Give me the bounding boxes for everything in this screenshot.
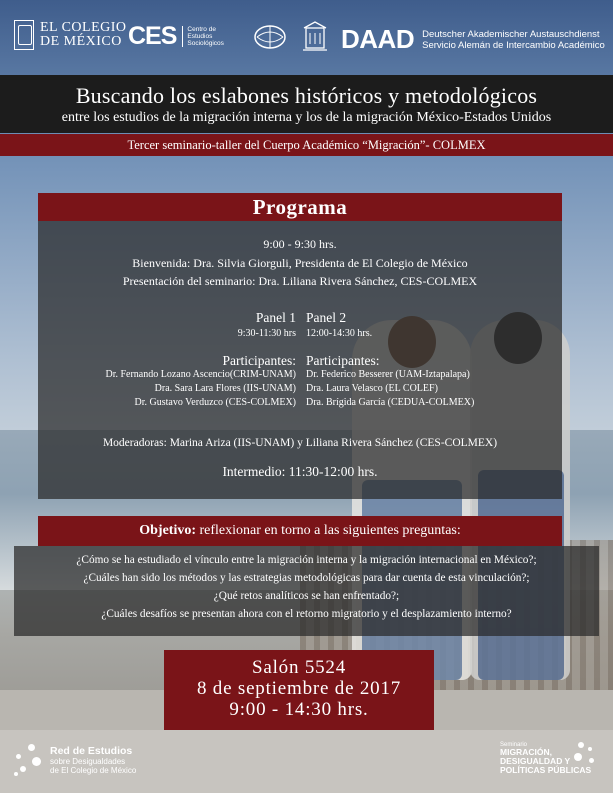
panel2-participant: Dra. Laura Velasco (EL COLEF) bbox=[306, 383, 438, 394]
venue-box bbox=[164, 650, 434, 730]
presentation-text: Presentación del seminario: Dra. Liliana Rivera Sánchez, CES-COLMEX bbox=[122, 274, 478, 288]
red-estudios-logo bbox=[14, 744, 136, 776]
institution-seal-icon bbox=[300, 20, 330, 54]
panel2-time: 12:00-14:30 hrs. bbox=[306, 328, 373, 339]
question-item: ¿Cuáles han sido los métodos y las estrategias metodológicas para dar cuenta de esta vinculación?; bbox=[83, 572, 530, 584]
panel1-participants-label: Participantes: bbox=[222, 353, 296, 368]
colmex-line1: EL COLEGIO bbox=[40, 20, 127, 35]
break-text: Intermedio: 11:30-12:00 hrs. bbox=[222, 464, 378, 479]
daad-logo bbox=[341, 24, 605, 55]
panel2-title: Panel 2 bbox=[306, 310, 347, 325]
objetivo-label: Objetivo: bbox=[139, 523, 196, 538]
panel1-time: 9:30-11:30 hrs bbox=[237, 328, 296, 339]
venue-room: Salón 5524 bbox=[251, 657, 347, 678]
panel2-participants-label: Participantes: bbox=[306, 353, 380, 368]
red-line1: sobre Desigualdades bbox=[50, 757, 126, 766]
question-item: ¿Qué retos analíticos se han enfrentado?; bbox=[213, 590, 400, 602]
globe-emblem-icon bbox=[252, 22, 288, 52]
panel1-participant: Dr. Gustavo Verduzco (CES-COLMEX) bbox=[134, 397, 296, 408]
event-title: Buscando los eslabones históricos y metodológicos bbox=[75, 83, 538, 108]
venue-date: 8 de septiembre de 2017 bbox=[196, 678, 402, 699]
panel1-participant: Dra. Sara Lara Flores (IIS-UNAM) bbox=[154, 383, 296, 394]
daad-line1: Deutscher Akademischer Austauschdienst bbox=[422, 28, 600, 40]
ces-acronym: CES bbox=[128, 22, 177, 50]
panel1-title: Panel 1 bbox=[255, 310, 296, 325]
programa-heading: Programa bbox=[38, 193, 562, 221]
red-title: Red de Estudios bbox=[50, 745, 133, 757]
questions-panel bbox=[14, 546, 599, 636]
seminario-logo bbox=[500, 742, 591, 775]
objetivo-heading bbox=[38, 516, 562, 546]
daad-acronym: DAAD bbox=[341, 24, 415, 54]
ces-line1: Centro de bbox=[187, 26, 216, 33]
programa-panel bbox=[38, 221, 562, 499]
daad-line2: Servicio Alemán de Intercambio Académico bbox=[422, 39, 605, 51]
moderators-text: Moderadoras: Marina Ariza (IIS-UNAM) y Liliana Rivera Sánchez (CES-COLMEX) bbox=[102, 437, 498, 449]
seminar-banner: Tercer seminario-taller del Cuerpo Académico “Migración”- COLMEX bbox=[0, 134, 613, 156]
network-dots-icon bbox=[572, 742, 598, 766]
colmex-logo bbox=[14, 20, 127, 50]
welcome-text: Bienvenida: Dra. Silvia Giorguli, Presidenta de El Colegio de México bbox=[132, 256, 468, 270]
red-line2: de El Colegio de México bbox=[50, 766, 137, 775]
objetivo-text: reflexionar en torno a las siguientes preguntas: bbox=[196, 523, 461, 538]
colmex-line2: DE MÉXICO bbox=[40, 34, 122, 49]
ces-line3: Sociológicos bbox=[187, 40, 224, 47]
sem-label: Seminario bbox=[500, 742, 528, 748]
title-bar bbox=[0, 75, 613, 133]
venue-time: 9:00 - 14:30 hrs. bbox=[229, 699, 369, 720]
network-dots-icon bbox=[14, 744, 42, 776]
question-item: ¿Cuáles desafíos se presentan ahora con el retorno migratorio y el desplazamiento interno? bbox=[101, 608, 512, 620]
question-item: ¿Cómo se ha estudiado el vínculo entre la migración interna y la migración internacional en México?; bbox=[76, 554, 537, 566]
panel1-column bbox=[105, 310, 296, 408]
event-subtitle: entre los estudios de la migración interna y los de la migración México-Estados Unidos bbox=[61, 110, 552, 125]
colmex-emblem-icon bbox=[14, 20, 34, 50]
welcome-time: 9:00 - 9:30 hrs. bbox=[263, 237, 337, 251]
ces-logo bbox=[128, 22, 224, 51]
sem-line1: MIGRACIÓN, bbox=[500, 747, 552, 757]
sem-line3: POLÍTICAS PÚBLICAS bbox=[500, 765, 592, 775]
panel2-participant: Dr. Federico Besserer (UAM-Iztapalapa) bbox=[306, 369, 470, 380]
sem-line2: DESIGUALDAD Y bbox=[500, 756, 571, 766]
panel1-participant: Dr. Fernando Lozano Ascencio(CRIM-UNAM) bbox=[105, 369, 296, 380]
panel2-participant: Dra. Brígida García (CEDUA-COLMEX) bbox=[306, 397, 475, 408]
panel2-column bbox=[306, 310, 474, 408]
ces-line2: Estudios bbox=[187, 33, 213, 40]
logo-strip bbox=[0, 0, 613, 72]
